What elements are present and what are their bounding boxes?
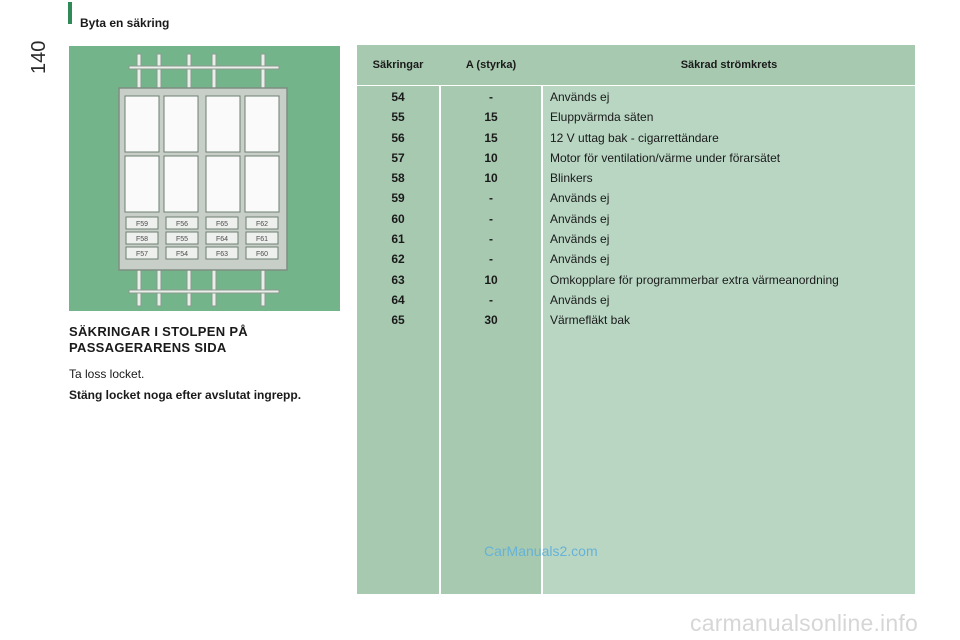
fuse-circuit: 12 V uttag bak - cigarrettändare: [550, 130, 719, 145]
fuse-amperage: 10: [484, 150, 498, 165]
fuse-slot-label: F54: [175, 251, 189, 258]
table-row: [357, 109, 915, 129]
watermark-carmanualsonline: carmanualsonline.info: [690, 610, 918, 636]
fuse-circuit: Används ej: [550, 191, 610, 206]
fuse-circuit: Blinkers: [550, 171, 593, 186]
fuse-number: 63: [391, 272, 405, 287]
fuse-amperage: -: [489, 211, 493, 226]
fuse-number: 64: [391, 292, 405, 307]
fuse-amperage: -: [489, 90, 493, 104]
fuse-number: 58: [391, 171, 405, 186]
fuse-circuit: Används ej: [550, 252, 610, 267]
fuse-amperage: -: [489, 232, 493, 247]
fuse-circuit: Används ej: [550, 211, 610, 226]
table-body: [357, 89, 915, 333]
fuse-circuit: Motor för ventilation/värme under förarsätet: [550, 150, 781, 165]
table-row: [357, 89, 915, 109]
fuse-circuit: Värmefläkt bak: [550, 313, 631, 328]
fuse-number: 60: [391, 211, 405, 226]
fuse-number: 55: [391, 110, 405, 125]
fuse-circuit: Används ej: [550, 90, 610, 104]
table-row: [357, 272, 915, 292]
fuse-slot-label: F64: [215, 236, 229, 243]
fuse-circuit: Används ej: [550, 232, 610, 247]
fuse-amperage: -: [489, 292, 493, 307]
fuse-slot-label: F62: [255, 221, 269, 228]
table-row: [357, 231, 915, 251]
fuse-slot-label: F63: [215, 251, 229, 258]
table-row: [357, 130, 915, 150]
fuse-amperage: 30: [484, 313, 498, 328]
fuse-number: 61: [391, 232, 405, 247]
table-row: [357, 211, 915, 231]
fuse-number: 65: [391, 313, 405, 328]
instruction-remove-cover: Ta loss locket.: [69, 367, 145, 381]
fuse-section-heading: SÄKRINGAR I STOLPEN PÅ PASSAGERARENS SIDA: [69, 324, 248, 355]
header-fuses: Säkringar: [372, 59, 424, 71]
fuse-amperage: 15: [484, 130, 498, 145]
fuse-amperage: 10: [484, 171, 498, 186]
fuse-slot-label: F60: [255, 251, 269, 258]
table-row: [357, 251, 915, 271]
section-accent-bar: [68, 2, 72, 24]
fuse-number: 54: [391, 90, 405, 104]
table-row: [357, 150, 915, 170]
fuse-slot-label: F65: [215, 221, 229, 228]
fuse-circuit: Omkopplare för programmerbar extra värmeanordning: [550, 272, 839, 287]
table-header: [357, 45, 915, 86]
instruction-close-cover: Stäng locket noga efter avslutat ingrepp.: [69, 388, 302, 402]
watermark-carmanuals2: CarManuals2.com: [484, 543, 598, 559]
table-row: [357, 292, 915, 312]
fuse-amperage: -: [489, 252, 493, 267]
fuse-slot-label: F57: [135, 251, 149, 258]
fuse-number: 57: [391, 150, 405, 165]
header-amperage: A (styrka): [465, 59, 517, 71]
table-row: [357, 170, 915, 190]
fusebox-illustration: [69, 46, 340, 311]
fuse-slot-label: F59: [135, 221, 149, 228]
fuse-slot-label: F55: [175, 236, 189, 243]
fuse-circuit: Eluppvärmda säten: [550, 110, 654, 125]
fuse-slot-label: F61: [255, 236, 269, 243]
table-row: [357, 190, 915, 210]
fuse-slot-label: F58: [135, 236, 149, 243]
fuse-table: [357, 45, 915, 594]
fuse-number: 56: [391, 130, 405, 145]
fuse-slot-label: F56: [175, 221, 189, 228]
fuse-amperage: -: [489, 191, 493, 206]
page-number: 140: [28, 40, 50, 74]
header-circuit: Säkrad strömkrets: [680, 59, 778, 71]
table-row: [357, 312, 915, 332]
fuse-amperage: 15: [484, 110, 498, 125]
fuse-amperage: 10: [484, 272, 498, 287]
fuse-number: 62: [391, 252, 405, 267]
fuse-number: 59: [391, 191, 405, 206]
section-title: Byta en säkring: [80, 16, 170, 30]
fuse-circuit: Används ej: [550, 292, 610, 307]
